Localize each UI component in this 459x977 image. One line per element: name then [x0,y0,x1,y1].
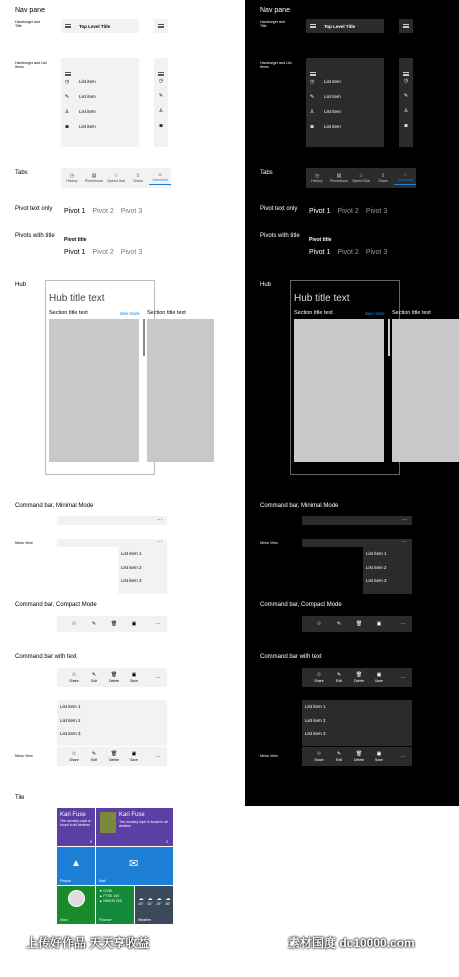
menu-view-label: Menu View [260,541,278,545]
nav-item-label: List item [324,79,341,84]
person-icon: ♙ [64,108,70,115]
nav-list-item[interactable] [308,89,341,104]
tab-label: Share [378,179,388,183]
forecast-day [155,896,163,906]
tabs-heading: Tabs [260,170,273,176]
save-icon: ▣ [131,751,137,757]
delete-icon: 🗑 [110,620,118,627]
pivot-row [64,249,142,256]
nav-list-item[interactable] [63,89,96,104]
command-label: Edit [90,758,98,762]
save-button[interactable] [125,751,143,762]
tile-message: The monkey rope is found in all whalers [60,819,91,827]
pivot-item-2[interactable]: Pivot 2 [337,208,359,215]
nav-list-pane [306,58,384,147]
menu-item[interactable]: List item 1 [305,704,326,709]
share-icon: ♲ [71,620,77,627]
hamburger-icon[interactable] [403,24,409,28]
command-label: Edit [335,758,343,762]
tile-message: The monkey rope is found in all whalers [119,820,168,828]
tab-label: Voicemail [397,177,413,182]
voicemail-icon: ∞ [158,171,162,178]
hub-section-title: Section title text [49,310,88,316]
photos-tile[interactable] [57,847,95,885]
more-icon[interactable]: ··· [155,753,161,760]
xbox-tile[interactable] [57,886,95,924]
tile-label: Mail [99,879,106,883]
edit-icon: ✎ [91,751,97,757]
edit-button[interactable] [330,751,348,762]
pivot-item-3[interactable]: Pivot 3 [120,249,143,256]
command-label: Delete [353,679,365,683]
share-icon: ♲ [71,672,77,678]
delete-icon: 🗑 [355,672,363,678]
tab-bar [61,168,171,188]
menu-item[interactable]: List item 3 [305,731,326,736]
command-bar-with-text [302,747,412,766]
save-icon: ▣ [376,672,382,678]
phonebook-icon: ▤ [336,173,342,179]
tab-phonebook[interactable] [328,173,350,183]
hub-section-title: Section title text [294,310,333,316]
hamburger-title-label: Hamburger and Title [15,20,40,29]
command-bar-with-text [57,668,167,687]
save-button[interactable] [370,751,388,762]
edit-icon: ✎ [91,672,97,678]
hamburger-list-label: Hamburger and List Items [260,61,292,70]
minimal-command-bar-open [57,539,167,547]
phonebook-icon: ▤ [91,173,97,179]
command-label: Edit [335,679,343,683]
nav-title-bar [61,19,139,33]
clock-icon[interactable]: ◷ [403,78,409,84]
tabs-heading: Tabs [15,170,28,176]
more-icon[interactable]: ··· [402,539,407,545]
clock-icon: ◷ [309,78,315,85]
save-icon: ▣ [131,672,137,678]
hub-scrollbar[interactable] [143,319,145,356]
pivot-item-1[interactable]: Pivot 1 [64,208,86,215]
tile-label: Weather [138,918,152,922]
hamburger-title-label: Hamburger and Title [260,20,285,29]
hub-heading: Hub [15,282,27,288]
star-icon: ☆ [358,173,364,179]
nav-list-item[interactable] [308,119,341,134]
watermark-right: 素材国度 dc10000.com [288,936,415,950]
hub-heading: Hub [260,282,272,288]
command-label: Delete [108,679,120,683]
edit-icon: ✎ [336,672,342,678]
command-bar-compact-heading: Command bar, Compact Mode [15,602,97,608]
menu-item[interactable]: List item 2 [305,717,326,723]
pencil-icon[interactable]: ✎ [403,93,409,99]
hub-section-title: Section title text [392,310,431,316]
nav-list-item[interactable] [308,104,341,119]
nav-list-pane [61,58,139,147]
command-label: Share [314,758,324,762]
hub-section-content [294,319,384,462]
tab-speed-dial[interactable] [350,173,372,183]
compact-command-bar [57,616,167,632]
hub-scrollbar[interactable] [388,319,390,356]
delete-icon: 🗑 [110,751,118,757]
menu-item[interactable]: List item 2 [366,564,387,570]
pivots-with-title-heading: Pivots with title [260,233,300,239]
pivot-item-2[interactable]: Pivot 2 [337,249,359,256]
tab-label: Phonebook [84,179,104,183]
tab-history[interactable] [306,173,328,183]
see-more-link[interactable]: See more [365,311,385,316]
more-icon[interactable]: ··· [157,517,162,523]
forecast-day [164,896,172,906]
overflow-menu [118,547,167,594]
command-label: Save [375,679,383,683]
share-icon: ♲ [316,751,322,757]
pivot-item-1[interactable]: Pivot 1 [309,249,331,256]
menu-item[interactable]: List item 1 [366,551,387,556]
watermark-left: 上传好作品 天天享收益 [26,936,150,950]
temperature: 29° [156,902,162,906]
share-icon: ⇪ [135,173,141,179]
command-label: Save [130,679,138,683]
minimal-command-bar [57,516,167,525]
hub-section-content [49,319,139,462]
menu-item[interactable]: List item 2 [121,564,142,570]
pivot-row [309,249,387,256]
nav-list-item[interactable] [308,74,341,89]
pivot-item-3[interactable]: Pivot 3 [365,249,388,256]
tab-voicemail[interactable] [149,172,171,185]
pencil-icon: ✎ [64,93,70,100]
hub-title: Hub title text [49,293,105,304]
share-button[interactable] [65,672,83,683]
delete-button[interactable] [350,621,368,628]
hub-section-title: Section title text [147,310,186,316]
nav-list-item[interactable] [63,104,96,119]
delete-icon: 🗑 [355,751,363,757]
save-button[interactable] [370,672,388,683]
command-bar-with-text [57,747,167,766]
tile-label: Finance [99,918,112,922]
share-button[interactable] [65,751,83,762]
delete-button[interactable] [105,621,123,628]
share-button[interactable] [310,621,328,628]
voicemail-icon: ∞ [403,171,407,178]
stock-quote: ▲ FTSE 100 [99,894,120,898]
nav-item-label: List item [79,124,96,129]
cloud-icon: ☁ [147,896,153,902]
expanded-menu-list [57,700,167,746]
clock-icon: ◷ [64,78,70,85]
contact-photo [100,812,116,833]
temperature: 33° [147,902,153,906]
command-bar-minimal-heading: Command bar, Minimal Mode [15,503,94,509]
command-bar-minimal-heading: Command bar, Minimal Mode [260,503,339,509]
command-bar-text-heading: Command bar with text [15,654,77,660]
hub-section-content [147,319,214,462]
nav-pane-heading: Nav pane [260,7,290,14]
pivots-with-title-heading: Pivots with title [15,233,55,239]
forecast-day [146,896,154,906]
tab-label: Speed Dial [107,179,125,183]
menu-item[interactable]: List item 3 [366,578,387,583]
edit-icon: ✎ [91,620,97,627]
save-icon: ▣ [131,620,137,627]
menu-item[interactable]: List item 1 [60,704,81,709]
see-more-link[interactable]: See more [120,311,140,316]
nav-list-item[interactable] [63,74,96,89]
menu-view-label: Menu View [15,754,33,758]
command-label: Save [375,758,383,762]
clock-icon[interactable]: ◷ [158,78,164,84]
gamer-avatar [68,890,85,907]
expanded-menu-list [302,700,412,746]
tab-label: Voicemail [152,177,168,182]
nav-title-bar [306,19,384,33]
photo-icon: ▲ [71,858,81,869]
tab-label: History [311,179,323,183]
history-icon: ◷ [69,173,75,179]
delete-icon: 🗑 [355,620,363,627]
hamburger-icon[interactable] [65,24,71,28]
menu-item[interactable]: List item 1 [121,551,142,556]
share-icon: ♲ [71,751,77,757]
pivot-item-3[interactable]: Pivot 3 [365,208,388,215]
command-label: Edit [90,679,98,683]
temperature: 36° [165,902,171,906]
menu-view-label: Menu View [15,541,33,545]
stock-quote: ▲ NIKKEI 225 [99,899,122,903]
more-icon[interactable]: ··· [155,621,161,627]
save-button[interactable] [370,621,388,628]
people-tile-small[interactable] [57,808,95,846]
edit-button[interactable] [85,621,103,628]
pivot-title: Pivot title [64,237,87,243]
menu-view-label: Menu View [260,754,278,758]
camera-icon: ◙ [310,123,314,130]
tile-badge-count: 2 [166,840,168,844]
nav-list-item[interactable] [63,119,96,134]
delete-icon: 🗑 [110,672,118,678]
save-button[interactable] [125,672,143,683]
command-label: Delete [353,758,365,762]
share-button[interactable] [310,672,328,683]
menu-item[interactable]: List item 2 [60,717,81,723]
tab-voicemail[interactable] [394,172,416,185]
stock-quote: ▼ DOW [99,889,112,893]
nav-item-label: List item [79,109,96,114]
compact-command-bar [302,616,412,632]
tile-label: Xbox [60,918,68,922]
weather-tile[interactable] [135,886,173,924]
tile-contact-name: Kari Fuse [60,812,86,818]
cloud-icon: ☁ [165,896,171,902]
delete-button[interactable] [350,672,368,683]
tab-speed-dial[interactable] [105,173,127,183]
tab-label: History [66,179,78,183]
share-icon: ⇪ [380,173,386,179]
edit-button[interactable] [85,751,103,762]
cloud-icon: ☁ [156,896,162,902]
pivot-row [64,208,142,215]
tile-contact-name: Kari Fuse [119,812,145,818]
pivot-item-2[interactable]: Pivot 2 [92,249,114,256]
nav-item-label: List item [324,94,341,99]
command-label: Share [69,679,79,683]
cloud-icon: ☁ [138,896,144,902]
pencil-icon[interactable]: ✎ [158,93,164,99]
command-label: Share [69,758,79,762]
nav-item-label: List item [79,94,96,99]
edit-button[interactable] [330,621,348,628]
people-tile-wide[interactable] [96,808,173,846]
person-icon: ♙ [309,108,315,115]
compact-hamburger-bar [399,19,413,33]
more-icon[interactable]: ··· [400,674,406,681]
camera-icon[interactable]: ◙ [159,123,163,129]
minimal-command-bar-open [302,539,412,547]
pivot-item-2[interactable]: Pivot 2 [92,208,114,215]
mail-tile[interactable] [96,847,173,885]
minimal-command-bar [302,516,412,525]
pivot-row [309,208,387,215]
save-icon: ▣ [376,751,382,757]
hamburger-icon[interactable] [158,24,164,28]
hamburger-icon[interactable] [310,24,316,28]
share-icon: ♲ [316,672,322,678]
command-bar-compact-heading: Command bar, Compact Mode [260,602,342,608]
edit-icon: ✎ [336,620,342,627]
delete-button[interactable] [105,672,123,683]
more-icon[interactable]: ··· [400,753,406,760]
compact-nav-pane [154,58,168,147]
tile-badge-count: 5 [90,840,92,844]
forecast-day [137,896,145,906]
nav-item-label: List item [79,79,96,84]
overflow-menu [363,547,412,594]
delete-button[interactable] [350,751,368,762]
command-bar-with-text [302,668,412,687]
person-icon[interactable]: ♙ [403,108,409,114]
tab-share[interactable] [127,173,149,183]
nav-title: Top Level Title [79,23,111,29]
temperature: 34° [138,902,144,906]
command-label: Share [314,679,324,683]
more-icon[interactable]: ··· [155,674,161,681]
command-bar-text-heading: Command bar with text [260,654,322,660]
pivot-item-1[interactable]: Pivot 1 [64,249,86,256]
mail-icon: ✉ [129,858,139,870]
menu-item[interactable]: List item 3 [60,731,81,736]
pencil-icon: ✎ [309,93,315,100]
pivot-title: Pivot title [309,237,332,243]
save-icon: ▣ [376,620,382,627]
tab-bar [306,168,416,188]
tab-share[interactable] [372,173,394,183]
hamburger-list-label: Hamburger and List Items [15,61,47,70]
edit-button[interactable] [330,672,348,683]
share-button[interactable] [310,751,328,762]
camera-icon: ◙ [65,123,69,130]
edit-button[interactable] [85,672,103,683]
tile-heading: Tile [15,795,25,801]
history-icon: ◷ [314,173,320,179]
command-label: Delete [108,758,120,762]
nav-title: Top Level Title [324,23,356,29]
share-icon: ♲ [316,620,322,627]
hub-section-content [392,319,459,462]
pivot-text-only-heading: Pivot text only [15,206,53,212]
tab-label: Share [133,179,143,183]
star-icon: ☆ [113,173,119,179]
delete-button[interactable] [105,751,123,762]
nav-item-label: List item [324,109,341,114]
more-icon[interactable]: ··· [402,517,407,523]
edit-icon: ✎ [336,751,342,757]
hub-title: Hub title text [294,293,350,304]
more-icon[interactable]: ··· [400,621,406,627]
compact-nav-pane [399,58,413,147]
menu-item[interactable]: List item 3 [121,578,142,583]
nav-item-label: List item [324,124,341,129]
camera-icon[interactable]: ◙ [404,123,408,129]
more-icon[interactable]: ··· [157,539,162,545]
tile-label: Photos [60,879,71,883]
compact-hamburger-bar [154,19,168,33]
share-button[interactable] [65,621,83,628]
pivot-text-only-heading: Pivot text only [260,206,298,212]
finance-tile[interactable] [96,886,134,924]
tab-history[interactable] [61,173,83,183]
tab-label: Phonebook [329,179,349,183]
pivot-item-3[interactable]: Pivot 3 [120,208,143,215]
tab-phonebook[interactable] [83,173,105,183]
pivot-item-1[interactable]: Pivot 1 [309,208,331,215]
command-label: Save [130,758,138,762]
save-button[interactable] [125,621,143,628]
tab-label: Speed Dial [352,179,370,183]
nav-pane-heading: Nav pane [15,7,45,14]
person-icon[interactable]: ♙ [158,108,164,114]
